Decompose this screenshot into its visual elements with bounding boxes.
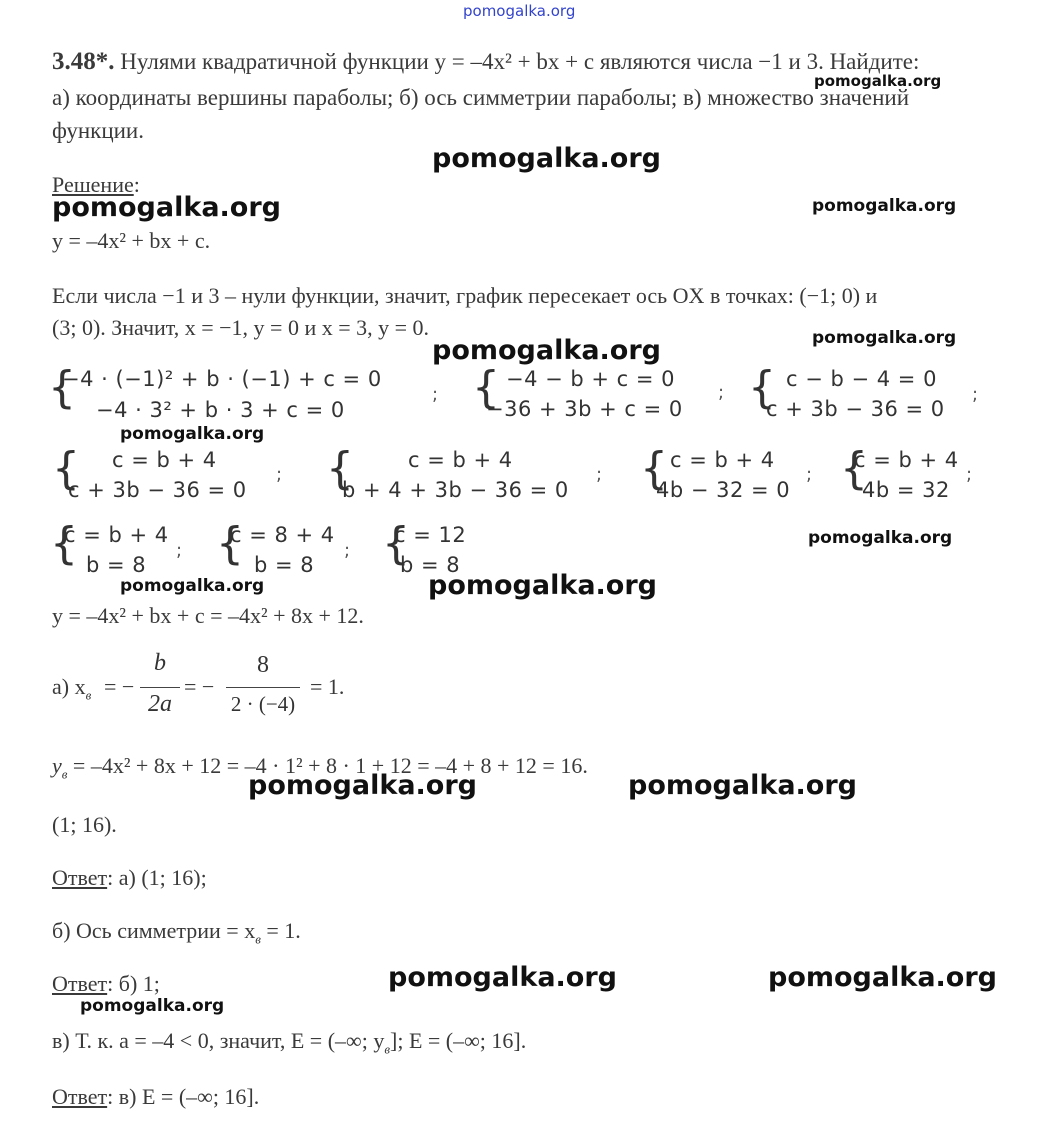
- range-subscript: в: [384, 1041, 390, 1057]
- answer-label: Ответ: [52, 865, 108, 890]
- system-brace: {: [382, 518, 410, 569]
- watermark: pomogalka.org: [768, 962, 997, 993]
- system-4-eq-a: c = b + 4: [112, 448, 217, 472]
- system-5-eq-b: b + 4 + 3b − 36 = 0: [342, 478, 569, 502]
- problem-text-1: Нулями квадратичной функции y = –4x² + bx + c являются числа −1 и 3. Найдите:: [120, 49, 920, 74]
- fraction-1-denominator: 2a: [148, 691, 172, 717]
- system-6-eq-a: c = b + 4: [670, 448, 775, 472]
- system-10-eq-b: b = 8: [400, 553, 461, 577]
- explanation-line-2: (3; 0). Значит, x = −1, y = 0 и x = 3, y = 0.: [52, 315, 430, 340]
- system-9-eq-b: b = 8: [254, 553, 315, 577]
- xv-label: а) x: [52, 674, 86, 699]
- xv-equals-1: = −: [104, 674, 135, 699]
- function-equation: y = –4x² + bx + c.: [52, 228, 211, 253]
- answer-c-text: : в) E = (–∞; 16].: [107, 1084, 260, 1109]
- fraction-1-numerator: b: [154, 650, 166, 676]
- axis-subscript: в: [255, 931, 261, 947]
- watermark: pomogalka.org: [120, 576, 265, 596]
- system-7-eq-a: c = b + 4: [854, 448, 959, 472]
- axis-text: б) Ось симметрии = x: [52, 918, 256, 943]
- system-brace: {: [326, 443, 354, 494]
- system-brace: {: [50, 518, 78, 569]
- xv-prefix: [52, 674, 91, 703]
- problem-line-2: а) координаты вершины параболы; б) ось симметрии параболы; в) множество значений: [52, 85, 910, 110]
- watermark: pomogalka.org: [80, 996, 225, 1016]
- system-8-eq-a: c = b + 4: [64, 523, 169, 547]
- system-1-eq-a: −4 · (−1)² + b · (−1) + c = 0: [62, 367, 382, 391]
- system-brace: {: [52, 443, 80, 494]
- watermark: pomogalka.org: [428, 570, 657, 601]
- watermark: pomogalka.org: [120, 424, 265, 444]
- separator: ;: [972, 384, 979, 405]
- separator: ;: [432, 384, 439, 405]
- separator: ;: [718, 382, 725, 403]
- system-8-eq-b: b = 8: [86, 553, 147, 577]
- answer-label: Ответ: [52, 971, 108, 996]
- answer-label: Ответ: [52, 1084, 108, 1109]
- separator: ;: [176, 540, 183, 561]
- problem-line-1: [52, 48, 919, 76]
- fraction-2-numerator: 8: [257, 652, 269, 678]
- xv-equals-2: = −: [184, 674, 215, 699]
- system-10-eq-a: c = 12: [394, 523, 467, 547]
- xv-subscript: в: [85, 687, 92, 703]
- watermark: pomogalka.org: [248, 770, 477, 801]
- watermark: pomogalka.org: [808, 528, 953, 548]
- separator: ;: [276, 464, 283, 485]
- yv-var: y: [52, 753, 62, 778]
- axis-line: [52, 918, 301, 947]
- system-4-eq-b: c + 3b − 36 = 0: [68, 478, 247, 502]
- watermark-top: pomogalka.org: [463, 2, 576, 20]
- axis-value: = 1.: [260, 918, 301, 943]
- answer-b-text: : б) 1;: [107, 971, 160, 996]
- explanation-line-1: Если числа −1 и 3 – нули функции, значит, график пересекает ось OX в точках: (−1; 0) и: [52, 283, 878, 308]
- vertex-result: (1; 16).: [52, 812, 117, 837]
- fraction-2-line: [226, 687, 300, 688]
- fraction-1-line: [140, 687, 180, 688]
- watermark: pomogalka.org: [812, 196, 957, 216]
- watermark: pomogalka.org: [388, 962, 617, 993]
- system-1-eq-b: −4 · 3² + b · 3 + c = 0: [96, 398, 345, 422]
- problem-line-3: функции.: [52, 118, 144, 143]
- separator: ;: [344, 540, 351, 561]
- separator: ;: [966, 464, 973, 485]
- watermark: pomogalka.org: [812, 328, 957, 348]
- separator: ;: [806, 464, 813, 485]
- answer-a-text: : а) (1; 16);: [107, 865, 207, 890]
- problem-number: 3.48*.: [52, 48, 115, 75]
- range-line: [52, 1028, 526, 1057]
- system-2-eq-b: −36 + 3b + c = 0: [486, 397, 683, 421]
- separator: ;: [596, 464, 603, 485]
- answer-c: [52, 1084, 259, 1110]
- system-brace: {: [472, 362, 500, 413]
- system-brace: {: [748, 362, 776, 413]
- answer-a: [52, 865, 207, 891]
- system-2-eq-a: −4 − b + c = 0: [506, 367, 676, 391]
- system-brace: {: [840, 443, 868, 494]
- answer-b: [52, 971, 160, 997]
- yv-subscript: в: [61, 766, 68, 782]
- solution-heading-label: Решение: [52, 172, 134, 197]
- watermark: pomogalka.org: [814, 72, 942, 90]
- system-brace: {: [48, 362, 76, 413]
- range-text-2: ]; E = (–∞; 16].: [390, 1028, 527, 1053]
- system-3-eq-b: c + 3b − 36 = 0: [766, 397, 945, 421]
- range-text-1: в) Т. к. a = –4 < 0, значит, E = (–∞; y: [52, 1028, 385, 1053]
- solution-heading-colon: :: [133, 172, 140, 197]
- system-brace: {: [640, 443, 668, 494]
- system-7-eq-b: 4b = 32: [862, 478, 950, 502]
- function-final: y = –4x² + bx + c = –4x² + 8x + 12.: [52, 603, 364, 628]
- system-9-eq-a: c = 8 + 4: [230, 523, 335, 547]
- watermark: pomogalka.org: [432, 335, 661, 366]
- watermark: pomogalka.org: [628, 770, 857, 801]
- xv-result: = 1.: [310, 674, 345, 699]
- watermark: pomogalka.org: [52, 192, 281, 223]
- fraction-2-denominator: 2 · (−4): [230, 692, 296, 716]
- system-5-eq-a: c = b + 4: [408, 448, 513, 472]
- system-brace: {: [216, 518, 244, 569]
- system-3-eq-a: c − b − 4 = 0: [786, 367, 937, 391]
- yv-expression: = –4x² + 8x + 12 = –4 · 1² + 8 · 1 + 12 = –4 + 8 + 12 = 16.: [72, 753, 588, 778]
- watermark: pomogalka.org: [432, 143, 661, 174]
- system-6-eq-b: 4b − 32 = 0: [656, 478, 791, 502]
